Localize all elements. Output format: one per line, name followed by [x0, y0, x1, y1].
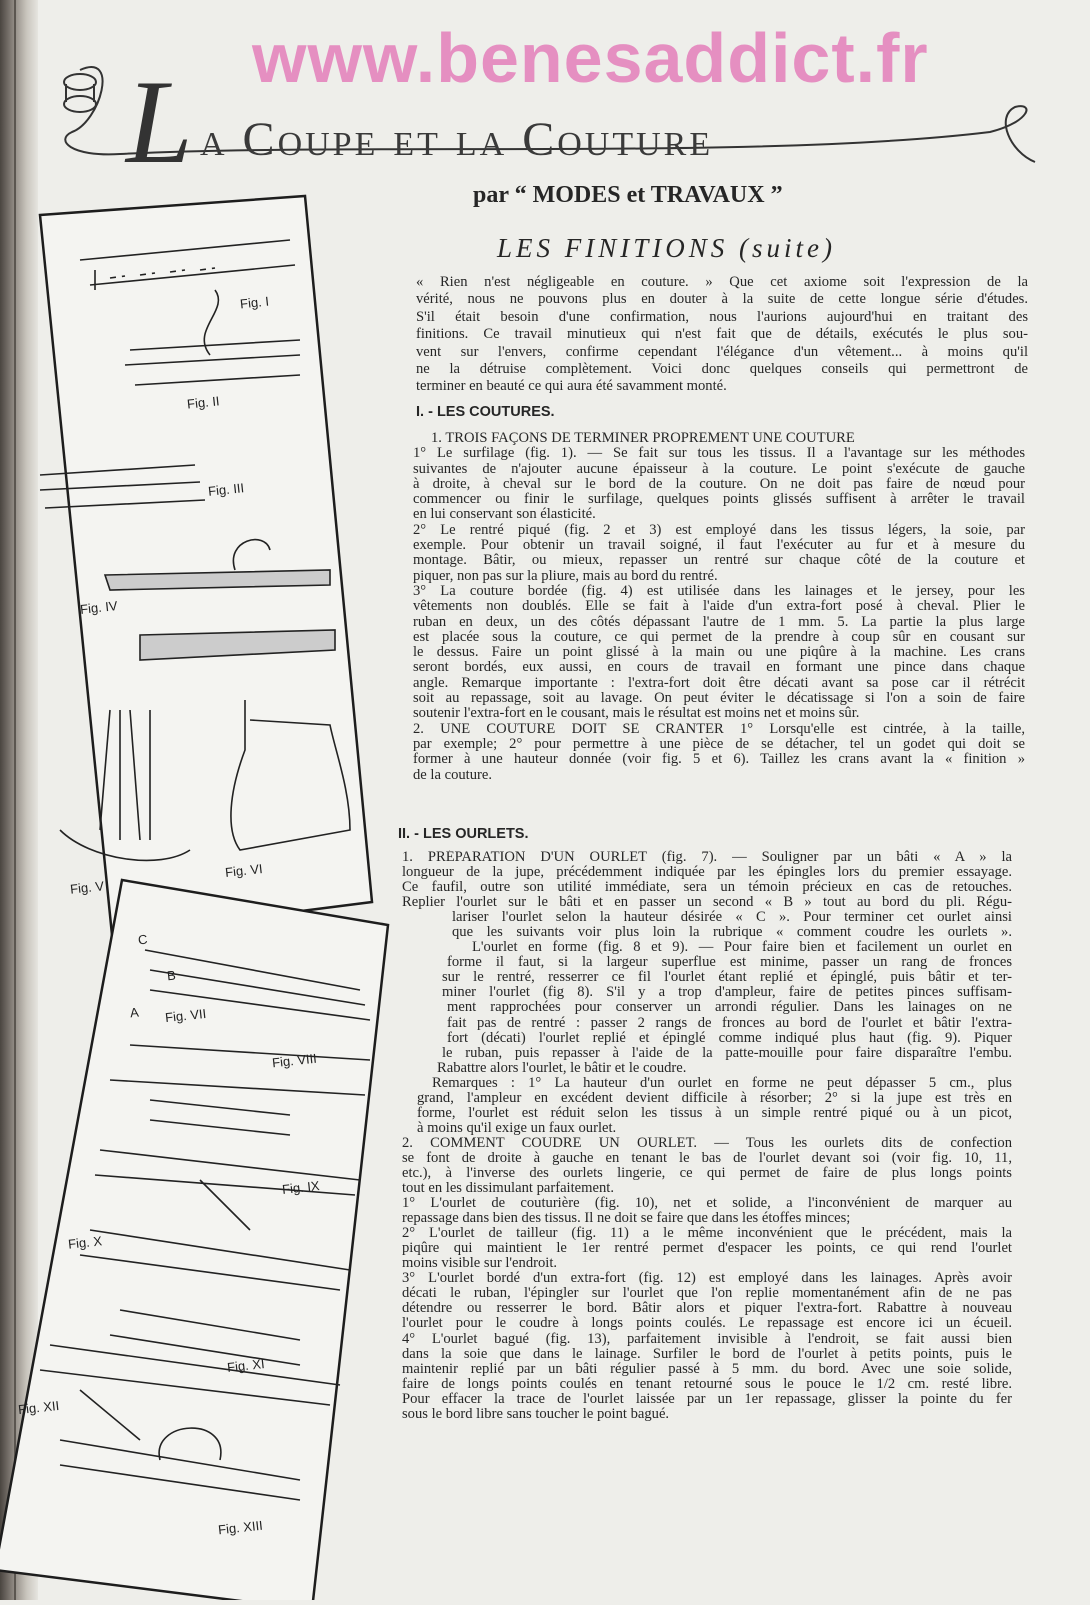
text-line: angle. Remarque importante : l'extra-fort doit être décati avant sa pose car il rétrécit: [413, 675, 1025, 691]
text-line: se font de droite à gauche en tenant le bas de l'ourlet devant soi (voir fig. 10, 11,: [402, 1150, 1012, 1166]
text-line: fait pas de rentré : passer 2 rangs de fronces au bord de l'ourlet et bâtir l'extra-: [447, 1015, 1012, 1031]
figure-label: Fig. I: [239, 293, 270, 312]
text-line: de la couture.: [413, 767, 493, 783]
section-title: LES FINITIONS (suite): [497, 233, 836, 263]
text-line: 1° Le surfilage (fig. 1). — Se fait sur tous les tissus. Il a l'avantage sur les méthodes: [413, 446, 1025, 462]
figure-label: C: [137, 931, 149, 948]
figure-label: Fig. VII: [164, 1005, 207, 1026]
figure-label: Fig. XII: [17, 1397, 60, 1418]
figure-label: Fig. X: [67, 1233, 103, 1252]
text-line: soit au repassage, soit au lavage. On peut éviter le décatissage si l'on a soin de faire: [413, 691, 1025, 707]
text-line: l'ourlet pour le coudre à longs points coulés. Le repassage est encore ici un écueil.: [402, 1316, 1012, 1332]
text-line: repassage dans bien des tissus. Il ne doit se faire que dans les étoffes minces;: [402, 1211, 851, 1227]
text-line: forme il faut, si la largeur superflue est minime, passer un rang de fronces: [447, 955, 1012, 971]
text-line: grand, l'ampleur en excédent devient difficile à résorber; 2° si la jupe est très en: [417, 1090, 1012, 1106]
text-line: à moins qu'il exige un faux ourlet.: [417, 1120, 617, 1136]
text-line: L'ourlet en forme (fig. 8 et 9). — Pour faire bien et facilement un ourlet en: [472, 940, 1012, 956]
text-line: le dessus. Faire un point glissé à la main ou une piqûre à la machine. Les crans: [413, 645, 1025, 661]
figure-label: Fig. XI: [226, 1356, 266, 1375]
figure-label: Fig. II: [186, 393, 221, 412]
text-line: 3° La couture bordée (fig. 4) est utilisée dans les lainages et le jersey, pour les: [413, 583, 1025, 599]
text-line: faire de longs points coulés en tenant retourné sous le pouce le 1/2 cm. resté libre.: [402, 1376, 1012, 1392]
text-line: Remarques : 1° La hauteur d'un ourlet en forme ne peut dépasser 5 cm., plus: [432, 1075, 1012, 1091]
text-line: est placée sous la couture, ce qui permet de la prendre à coup sûr en cousant sur: [413, 629, 1025, 645]
text-line: forme, l'ourlet est réduit selon les tissus à un simple rentré piqué ou à un picot,: [417, 1105, 1012, 1121]
text-line: détendre ou resserrer le bord. Bâtir alors et piquer l'extra-fort. Rabattre à nouveau: [402, 1301, 1012, 1317]
text-line: 2. COMMENT COUDRE UN OURLET. — Tous les ourlets dits de confection: [402, 1135, 1012, 1151]
figure-label: Fig. VIII: [271, 1050, 318, 1071]
text-line: fort (décati) l'ourlet replié et épinglé comme indiqué plus haut (fig. 9). Piquer: [447, 1030, 1012, 1046]
text-line: finitions. Ce travail minutieux qui n'est fait que de détails, exécutés le plus sou-: [416, 326, 1028, 343]
heading-les-coutures: I. - LES COUTURES.: [416, 404, 555, 420]
text-line: seront bordés, eux aussi, en cours de travail en formant une pince dans chaque: [413, 660, 1025, 676]
text-line: exemple. Pour obtenir un travail soigné, il faut l'exécuter au fur et à mesure du: [413, 538, 1025, 554]
text-line: montage. Bâtir, ou mieux, repasser un rentré sur chaque côté de la couture et: [413, 553, 1025, 569]
text-line: décati le ruban, l'épingler sur l'ourlet que l'on replie momentanément afin de ne pas: [402, 1286, 1012, 1302]
text-line: terminer en beauté ce qui aura été savamment monté.: [416, 378, 727, 395]
text-line: que les suivants voir plus loin la rubrique « comment coudre les ourlets ».: [452, 925, 1012, 941]
text-line: 1° L'ourlet de couturière (fig. 10), net et solide, a l'inconvénient de marquer au: [402, 1196, 1012, 1212]
text-line: vent sur l'envers, confirme cependant l'élégance d'un vêtement... à moins qu'il: [416, 343, 1028, 360]
text-line: Rabattre alors l'ourlet, le bâtir et le coudre.: [437, 1060, 687, 1076]
text-line: 1. TROIS FAÇONS DE TERMINER PROPREMENT UNE COUTURE: [431, 431, 855, 446]
text-line: commencer ou finir le surfilage, quelques points glissés suffisent à arrêter le travail: [413, 492, 1025, 508]
heading-les-ourlets: II. - LES OURLETS.: [398, 826, 529, 842]
text-line: piqûre qui maintient le 1er rentré permet d'espacer les points, ce qui rend l'ourlet: [402, 1241, 1012, 1257]
text-line: dans la soie que dans le lainage. Surfiler le bord de l'ourlet à petits points, puis le: [402, 1346, 1012, 1362]
figure-label: Fig. V: [69, 878, 105, 897]
figure-label: Fig. IV: [79, 598, 119, 617]
watermark: www.benesaddict.fr: [252, 19, 929, 97]
text-line: suivantes de n'ajouter aucune épaisseur à la couture. Le point s'exécute de gauche: [413, 461, 1025, 477]
figure-label: Fig. VI: [224, 861, 264, 880]
text-line: en lui conservant son élasticité.: [413, 507, 596, 523]
text-line: piquer, non pas sur la pliure, mais au bord du rentré.: [413, 568, 718, 584]
text-line: Ce faufil, outre son utilité immédiate, sera un témoin précieux en cas de retouches.: [402, 880, 1012, 896]
text-line: 2° L'ourlet de tailleur (fig. 11) a le même inconvénient que le précédent, mais la: [402, 1226, 1012, 1242]
text-line: à droite, à cheval sur le bord de la couture. On ne doit pas faire de nœud pour: [413, 476, 1025, 492]
text-line: longueur de la jupe, précédemment indiquée par les épingles lors du premier essayage.: [402, 865, 1012, 881]
figure-label: Fig. IX: [281, 1178, 321, 1197]
text-line: 4° L'ourlet bagué (fig. 13), parfaitement invisible à l'endroit, se fait aussi bien: [402, 1331, 1012, 1347]
text-line: 3° L'ourlet bordé d'un extra-fort (fig. 12) est employé dans les lainages. Après avoir: [402, 1271, 1012, 1287]
figure-label: A: [129, 1004, 140, 1021]
text-line: ne la détruise complètement. Voici donc quelques conseils qui permettront de: [416, 361, 1028, 378]
figure-label: B: [166, 967, 177, 984]
text-line: S'il était besoin d'une confirmation, nous l'aurions aujourd'hui en traitant des: [416, 308, 1028, 325]
text-line: vêtements non doublés. Elle se fait à l'aide d'un extra-fort posé à cheval. Plier le: [413, 599, 1025, 615]
text-line: vérité, nous ne pouvons plus en douter à la suite de cette longue série d'études.: [416, 291, 1028, 308]
text-line: 2° Le rentré piqué (fig. 2 et 3) est employé dans les tissus légers, la soie, par: [413, 522, 1025, 538]
intro-paragraph: [416, 274, 1028, 396]
text-line: tout en les dissimulant parfaitement.: [402, 1181, 614, 1197]
illustrations-panel: [0, 190, 400, 1605]
page-title: L a Coupe et la Couture: [60, 62, 1040, 172]
text-line: « Rien n'est négligeable en couture. » Que cet axiome soit l'expression de la: [416, 274, 1028, 290]
text-line: par exemple; 2° pour permettre à une pièce de se détacher, tel un godet qui doit se: [413, 736, 1025, 752]
text-line: former à une hauteur donnée (voir fig. 5 et 6). Taillez les crans avant la « finition »: [413, 752, 1025, 768]
text-line: 1. PRÉPARATION D'UN OURLET (fig. 7). — Souligner par un bâti « A » la: [402, 850, 1012, 865]
section-les-coutures: [413, 431, 1025, 783]
subtitle: par “ MODES et TRAVAUX ”: [473, 182, 783, 208]
text-line: ment rapprochées pour conserver un arrondi régulier. Dans les lainages on ne: [447, 1000, 1012, 1016]
text-line: Pour effacer la trace de l'ourlet laissée par un 1er repassage, glisser la pointe du fer: [402, 1391, 1012, 1407]
text-line: ruban en deux, un des côtés dépassant l'autre de 1 mm. 5. La partie la plus large: [413, 614, 1025, 630]
section-les-ourlets: [402, 850, 1012, 1422]
text-line: maintenir replié par un bâti régulier passé à 5 mm. du bord. Avec une soie solide,: [402, 1361, 1012, 1377]
text-line: le ruban, puis repasser à l'aide de la patte-mouille pour faire disparaître l'embu.: [442, 1045, 1012, 1061]
text-line: sur le rentré, resserrer ce fil l'ourlet étant replié et épinglé, puis bâtir et ter-: [442, 970, 1012, 986]
text-line: Replier l'ourlet sur le bâti et en passer un second « B » tout au bord du pli. Régu-: [402, 895, 1012, 911]
figure-label: Fig. XIII: [217, 1517, 264, 1538]
text-line: moins visible sur l'endroit.: [402, 1256, 558, 1272]
figure-label: Fig. III: [207, 480, 245, 499]
text-line: sous le bord libre sans toucher le point bagué.: [402, 1406, 670, 1422]
text-line: etc.), à l'inverse des ourlets lingerie, ce qui permet de faire de plus longs points: [402, 1165, 1012, 1181]
text-line: soutenir l'extra-fort en le cousant, mais le résultat est moins net et moins sûr.: [413, 706, 860, 722]
text-line: lariser l'ourlet selon la hauteur désirée « C ». Pour terminer cet ourlet ainsi: [452, 910, 1012, 926]
text-line: 2. UNE COUTURE DOIT SE CRANTER 1° Lorsqu'elle est cintrée, à la taille,: [413, 721, 1025, 737]
text-line: miner l'ourlet (fig 8). S'il y a trop d'ampleur, faire de petites pinces suffisam-: [442, 985, 1012, 1001]
